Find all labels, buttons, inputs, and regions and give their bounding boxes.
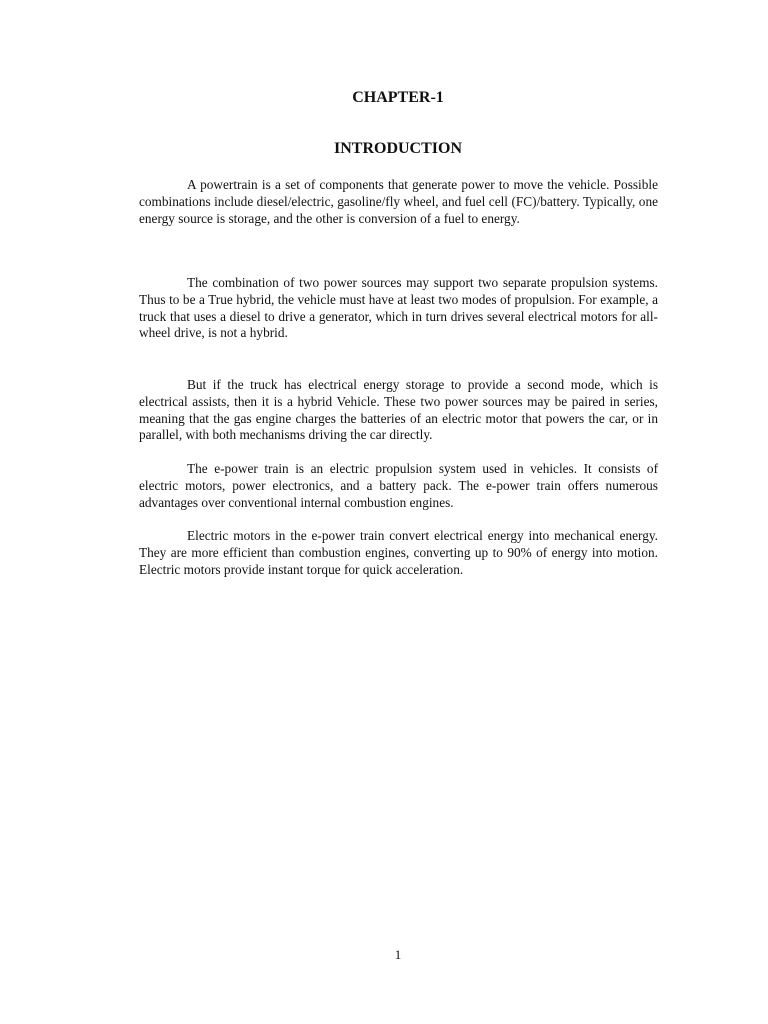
paragraph-powertrain-definition: A powertrain is a set of components that generate power to move the vehicle. Possible combinations include diesel/electric, gasoline/fly wheel, and fuel cell (FC)/battery. Typically, one energy source is storage, and the other is conversion of a fuel to energy. — [139, 177, 658, 226]
paragraph-e-power-train: The e-power train is an electric propulsion system used in vehicles. It consists of electric motors, power electronics, and a battery pack. The e-power train offers numerous advantages over conventional internal combustion engines. — [139, 461, 658, 510]
section-title: INTRODUCTION — [333, 140, 462, 157]
paragraph-hybrid-vehicle: But if the truck has electrical energy storage to provide a second mode, which is electrical assists, then it is a hybrid Vehicle. These two power sources may be paired in series, meaning that the gas engine charges the batteries of an electric motor that powers the car, or in parallel, with both mechanisms driving the car directly. — [139, 377, 658, 443]
paragraph-electric-motors: Electric motors in the e-power train convert electrical energy into mechanical energy. They are more efficient than combustion engines, converting up to 90% of energy into motion. Electric motors provide instant torque for quick acceleration. — [139, 528, 658, 577]
page-number: 1 — [394, 947, 402, 962]
paragraph-two-power-sources: The combination of two power sources may support two separate propulsion systems. Thus to be a True hybrid, the vehicle must have at least two modes of propulsion. For example, a truck that uses a diesel to drive a generator, which in turn drives several electrical motors for all-wheel drive, is not a hybrid. — [139, 275, 658, 341]
chapter-title: CHAPTER-1 — [352, 89, 444, 106]
